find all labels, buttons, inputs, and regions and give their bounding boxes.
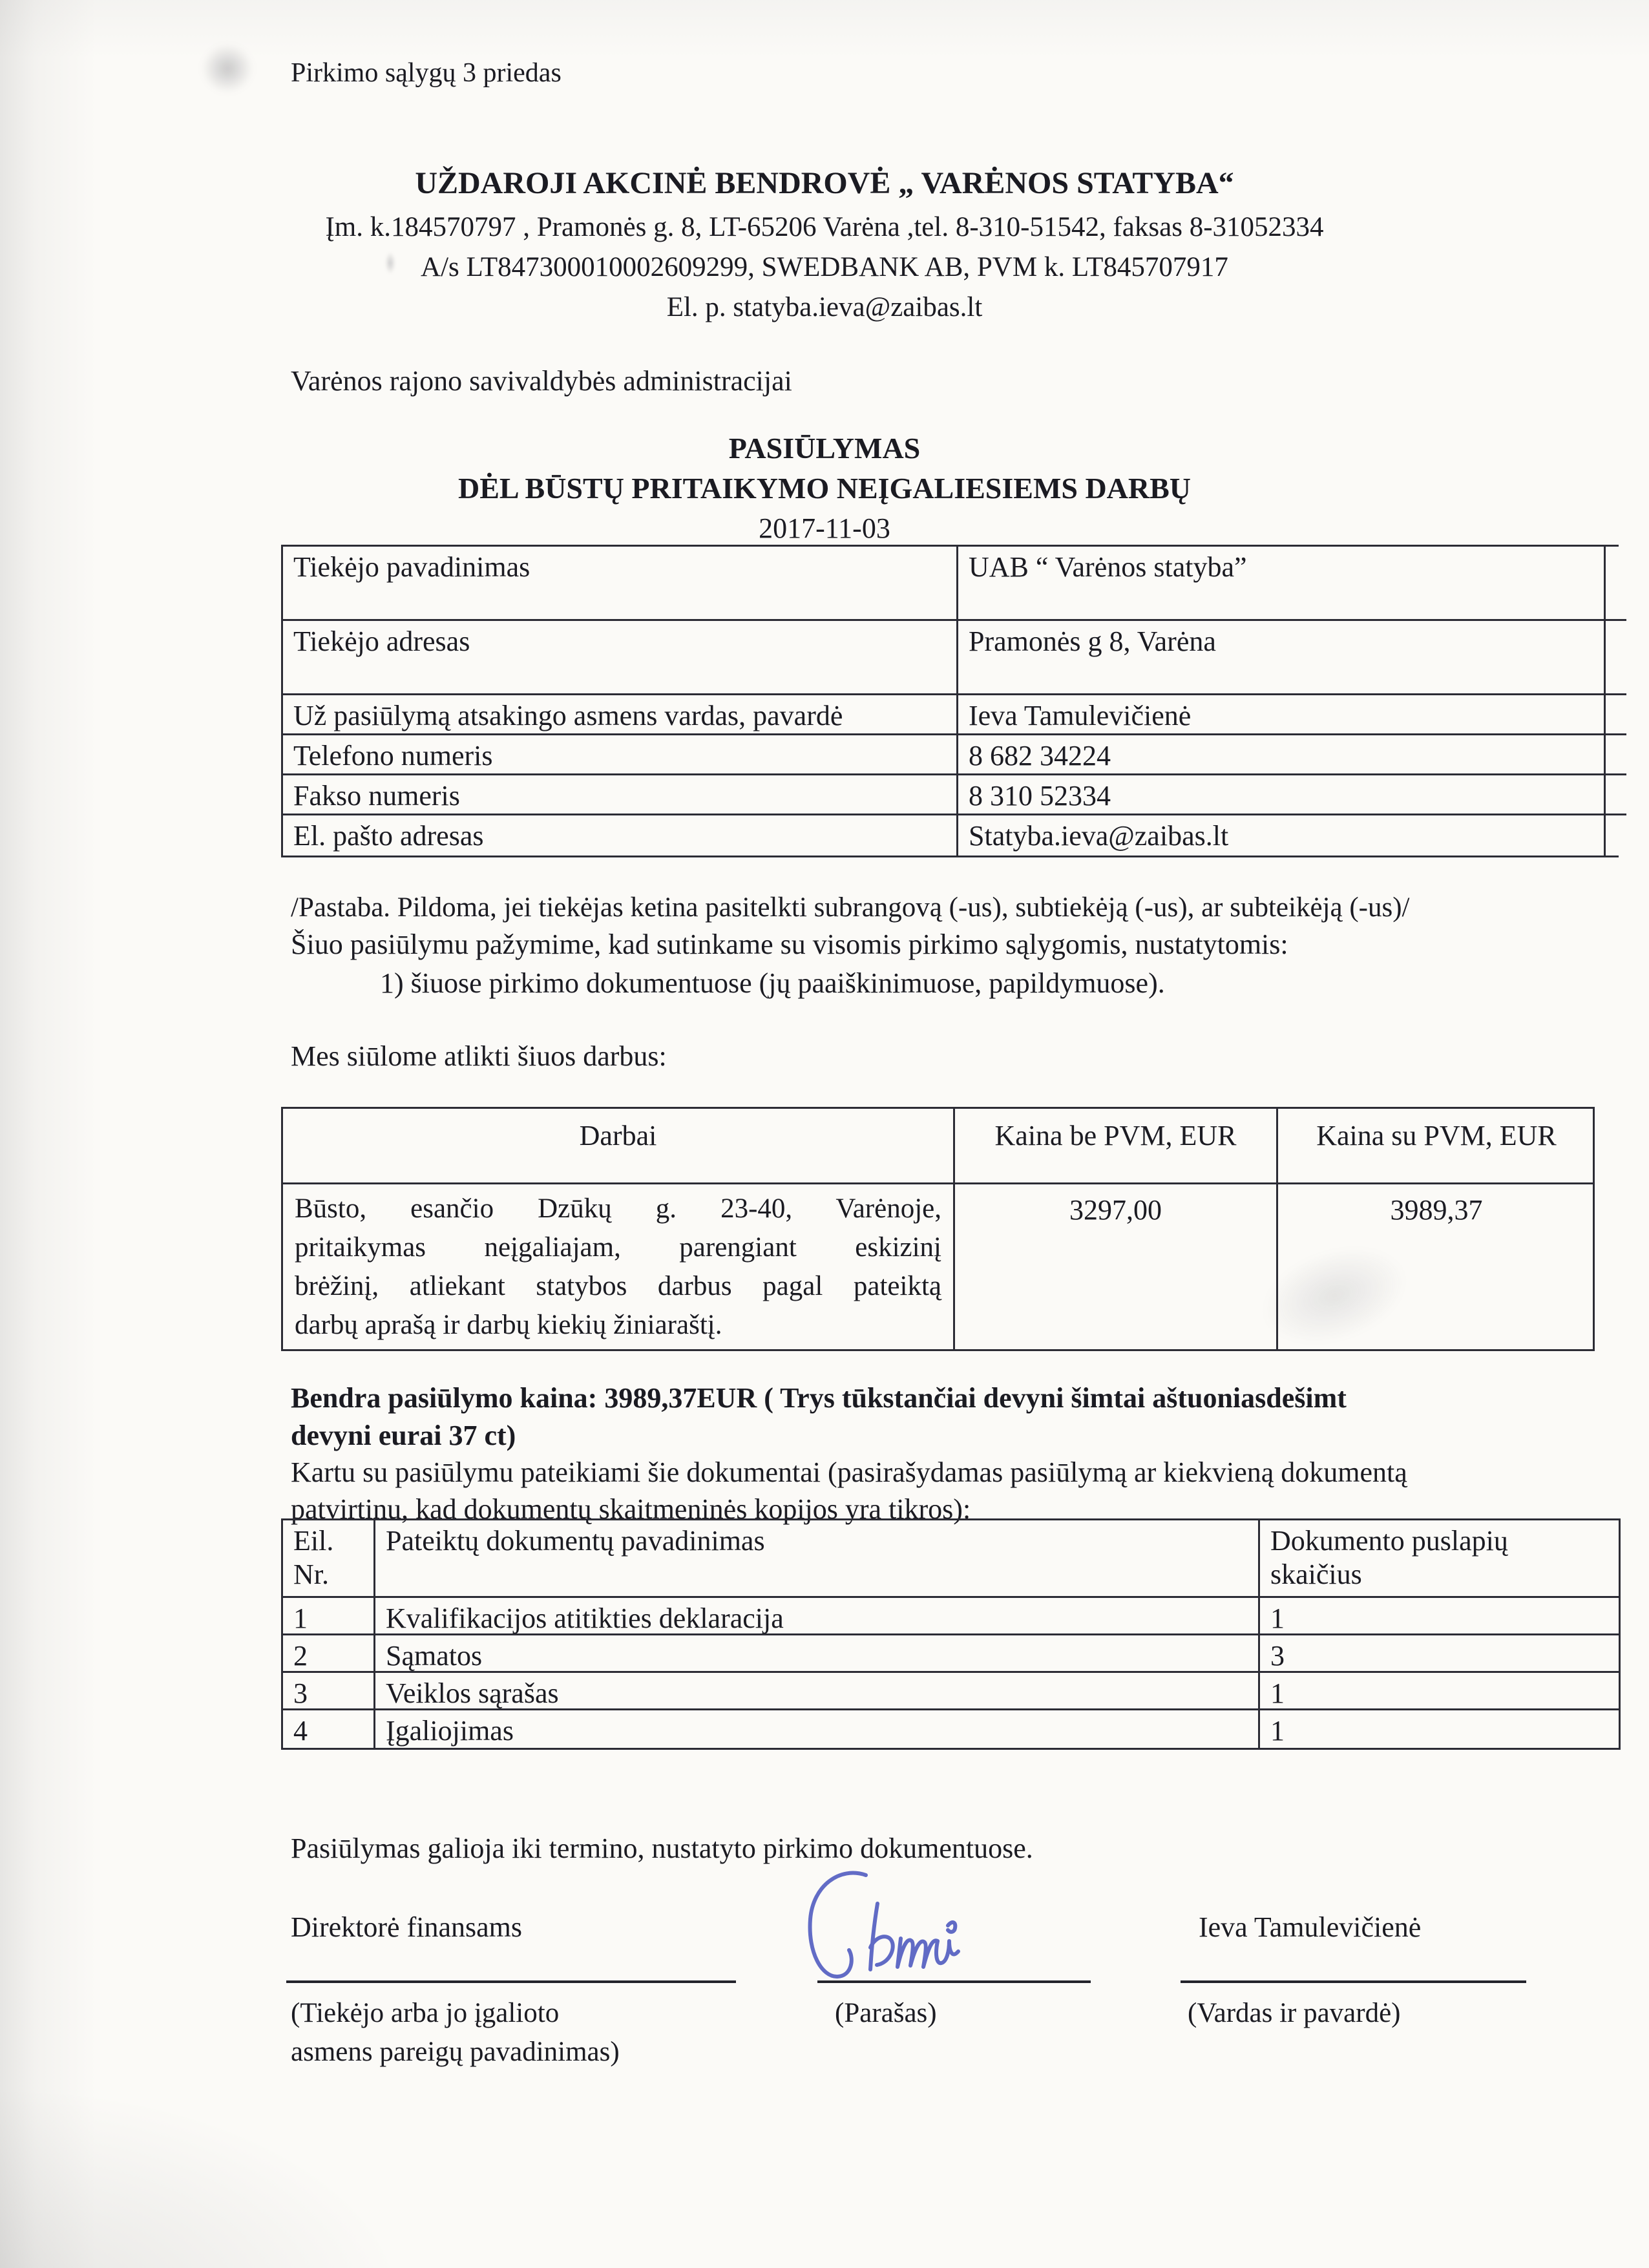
doc-row-name: Įgaliojimas bbox=[375, 1710, 1260, 1748]
supplier-label: Už pasiūlymą atsakingo asmens vardas, pavardė bbox=[283, 695, 958, 735]
docs-header-eil-nr bbox=[283, 1520, 375, 1598]
supplier-overhang-cell bbox=[1606, 621, 1626, 695]
works-description-line: brėžinį, atliekant statybos darbus pagal pateiktą bbox=[295, 1271, 941, 1301]
works-header-darbai: Darbai bbox=[283, 1109, 955, 1184]
supplier-value: UAB “ Varėnos statyba” bbox=[958, 547, 1606, 621]
note-agreement: Šiuo pasiūlymu pažymime, kad sutinkame su visomis pirkimo sąlygomis, nustatytomis: bbox=[291, 929, 1288, 960]
doc-row-nr: 4 bbox=[283, 1710, 375, 1748]
supplier-value: 8 310 52334 bbox=[958, 775, 1606, 815]
scan-smudge bbox=[202, 44, 253, 93]
note-list-item: 1) šiuose pirkimo dokumentuose (jų paaiškinimuose, papildymuose). bbox=[380, 967, 1165, 999]
documents-intro-line1: Kartu su pasiūlymu pateikiami šie dokumentai (pasirašydamas pasiūlymą ar kiekvieną dokumentą bbox=[291, 1456, 1407, 1488]
total-price-line1: Bendra pasiūlymo kaina: 3989,37EUR ( Trys tūkstančiai devyni šimtai aštuoniasdešimt bbox=[291, 1382, 1347, 1414]
docs-header-pages bbox=[1260, 1520, 1621, 1598]
supplier-label: Tiekėjo pavadinimas bbox=[283, 547, 958, 621]
note-pastaba: /Pastaba. Pildoma, jei tiekėjas ketina pasitelkti subrangovą (-us), subtiekėją (-us), ar subteikėją (-us)/ bbox=[291, 892, 1410, 923]
doc-row-name: Veiklos sąrašas bbox=[375, 1673, 1260, 1710]
docs-header-pages-line2: skaičius bbox=[1270, 1559, 1362, 1590]
signer-role: Direktorė finansams bbox=[291, 1911, 522, 1943]
caption-vardas-pavarde: (Vardas ir pavardė) bbox=[1188, 1998, 1401, 2028]
supplier-overhang-cell bbox=[1606, 695, 1626, 735]
supplier-overhang-cell bbox=[1606, 775, 1626, 815]
doc-row-nr: 1 bbox=[283, 1598, 375, 1635]
company-name: UŽDAROJI AKCINĖ BENDROVĖ „ VARĖNOS STATYBA“ bbox=[415, 166, 1234, 200]
total-price-line2: devyni eurai 37 ct) bbox=[291, 1420, 516, 1451]
doc-row-nr: 3 bbox=[283, 1673, 375, 1710]
works-header-kaina-be-pvm: Kaina be PVM, EUR bbox=[955, 1109, 1278, 1184]
caption-left-line2: asmens pareigų pavadinimas) bbox=[291, 2037, 620, 2067]
supplier-value: Ieva Tamulevičienė bbox=[958, 695, 1606, 735]
documents-table bbox=[281, 1518, 1621, 1750]
signature-line-signature bbox=[817, 1980, 1091, 1983]
signature-line-name bbox=[1181, 1980, 1526, 1983]
supplier-label: El. pašto adresas bbox=[283, 815, 958, 856]
supplier-overhang-cell bbox=[1606, 547, 1626, 621]
supplier-overhang-cell bbox=[1606, 815, 1626, 856]
supplier-label: Telefono numeris bbox=[283, 735, 958, 775]
docs-header-eil: Eil. bbox=[293, 1525, 334, 1557]
docs-header-pages-line1: Dokumento puslapių bbox=[1270, 1525, 1508, 1557]
price-excl-vat: 3297,00 bbox=[955, 1184, 1278, 1349]
document-date: 2017-11-03 bbox=[759, 512, 890, 544]
supplier-value: Pramonės g 8, Varėna bbox=[958, 621, 1606, 695]
docs-header-name: Pateiktų dokumentų pavadinimas bbox=[375, 1520, 1260, 1598]
supplier-info-table bbox=[281, 545, 1619, 857]
document-title: PASIŪLYMAS bbox=[728, 432, 921, 465]
supplier-value: Statyba.ieva@zaibas.lt bbox=[958, 815, 1606, 856]
document-subtitle: DĖL BŪSTŲ PRITAIKYMO NEĮGALIESIEMS DARBŲ bbox=[457, 472, 1192, 505]
validity-statement: Pasiūlymas galioja iki termino, nustatyto pirkimo dokumentuose. bbox=[291, 1832, 1033, 1864]
doc-row-nr: 2 bbox=[283, 1635, 375, 1673]
documents-intro-line2: patvirtinu, kad dokumentų skaitmeninės kopijos yra tikros): bbox=[291, 1493, 971, 1525]
works-header-kaina-su-pvm: Kaina su PVM, EUR bbox=[1278, 1109, 1595, 1184]
works-intro: Mes siūlome atlikti šiuos darbus: bbox=[291, 1040, 667, 1072]
annotation-priedas: Pirkimo sąlygų 3 priedas bbox=[291, 58, 562, 88]
supplier-label: Tiekėjo adresas bbox=[283, 621, 958, 695]
signature-line-role bbox=[286, 1980, 736, 1983]
price-incl-vat: 3989,37 bbox=[1390, 1194, 1483, 1226]
works-price-table bbox=[281, 1107, 1595, 1351]
doc-row-name: Sąmatos bbox=[375, 1635, 1260, 1673]
addressee: Varėnos rajono savivaldybės administracijai bbox=[291, 365, 792, 397]
signer-name: Ieva Tamulevičienė bbox=[1199, 1911, 1422, 1943]
doc-row-pages: 3 bbox=[1260, 1635, 1621, 1673]
supplier-overhang-cell bbox=[1606, 735, 1626, 775]
doc-row-name: Kvalifikacijos atitikties deklaracija bbox=[375, 1598, 1260, 1635]
doc-row-pages: 1 bbox=[1260, 1598, 1621, 1635]
works-description-cell bbox=[283, 1184, 955, 1349]
doc-row-pages: 1 bbox=[1270, 1715, 1285, 1747]
supplier-label: Fakso numeris bbox=[283, 775, 958, 815]
works-description-line: pritaikymas neįgaliajam, parengiant eskizinį bbox=[295, 1232, 941, 1263]
supplier-value: 8 682 34224 bbox=[958, 735, 1606, 775]
docs-header-nr: Nr. bbox=[293, 1559, 329, 1590]
doc-row-pages: 1 bbox=[1260, 1673, 1621, 1710]
company-details: Įm. k.184570797 , Pramonės g. 8, LT-65206 Varėna ,tel. 8-310-51542, faksas 8-31052334 bbox=[325, 212, 1324, 242]
handwritten-signature-image bbox=[801, 1866, 963, 1992]
works-description-line: Būsto, esančio Dzūkų g. 23-40, Varėnoje, bbox=[295, 1193, 941, 1224]
company-bank: A/s LT847300010002609299, SWEDBANK AB, PVM k. LT845707917 bbox=[421, 252, 1228, 282]
works-description-line: darbų aprašą ir darbų kiekių žiniaraštį. bbox=[295, 1310, 722, 1340]
company-email: El. p. statyba.ieva@zaibas.lt bbox=[666, 292, 983, 322]
caption-left-line1: (Tiekėjo arba jo įgalioto bbox=[291, 1998, 560, 2028]
caption-parasas: (Parašas) bbox=[835, 1998, 937, 2028]
